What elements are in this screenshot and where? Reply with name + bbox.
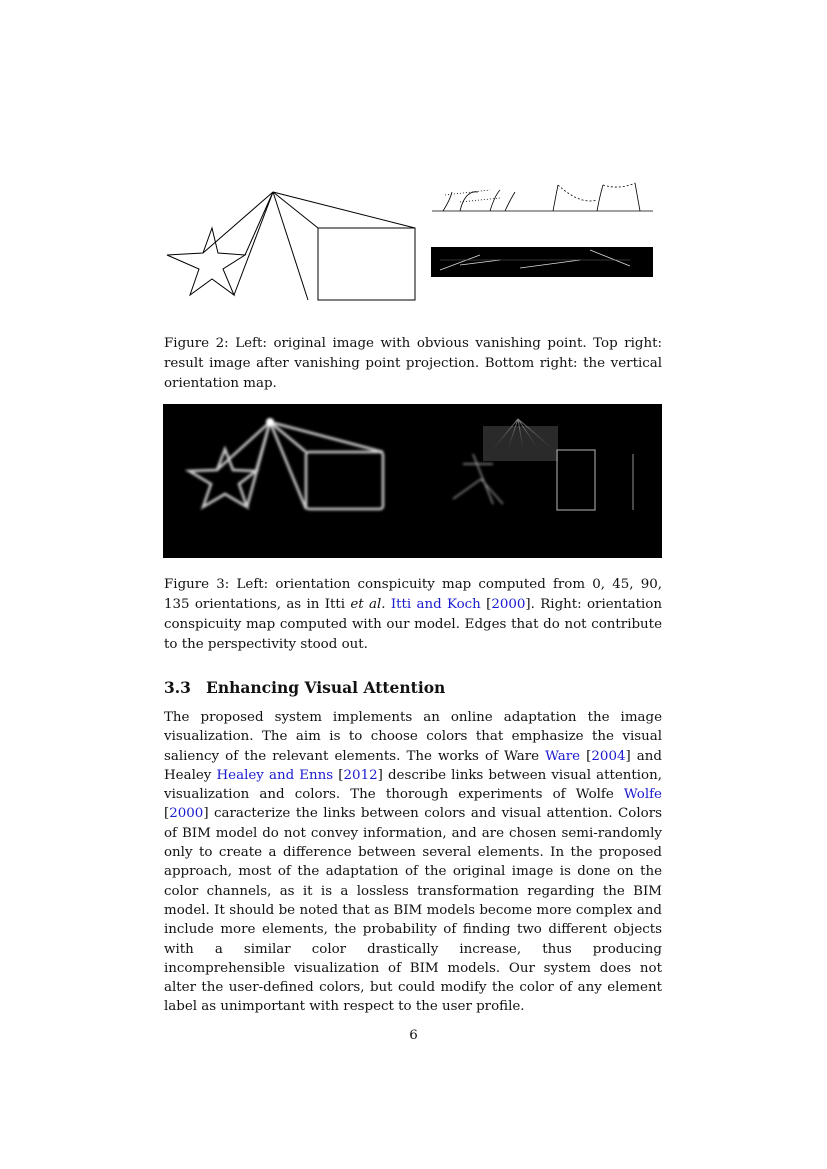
right-orientation-map — [453, 419, 633, 510]
citation-link[interactable]: Healey and Enns — [216, 767, 334, 783]
citation-link[interactable]: Itti and Koch — [390, 597, 481, 612]
citation-year-link[interactable]: 2000 — [169, 806, 204, 822]
section-number: 3.3 — [164, 678, 191, 697]
figure-3 — [163, 404, 662, 558]
citation-year-link[interactable]: 2012 — [343, 767, 378, 783]
rectangle-shape — [318, 228, 415, 300]
citation-year-link[interactable]: 2004 — [591, 748, 626, 764]
citation-year-link[interactable]: 2000 — [491, 597, 526, 612]
figure-2-caption: Figure 2: Left: original image with obvious vanishing point. Top right: result image after vanishing point projection. Bottom right: the vertical orientation map. — [164, 336, 662, 391]
original-image-drawing — [167, 192, 415, 300]
citation-link[interactable]: Wolfe — [623, 787, 662, 803]
left-orientation-map — [189, 418, 383, 509]
conspicuity-maps — [163, 404, 662, 558]
vertical-orientation-map — [431, 247, 653, 277]
citation-link[interactable]: Ware — [545, 748, 581, 764]
page-number: 6 — [409, 1028, 418, 1043]
projection-result — [432, 183, 653, 211]
star-shape — [167, 228, 245, 295]
section-heading — [164, 678, 445, 697]
figure-3-caption: Figure 3: Left: orientation conspicuity map computed from 0, 45, 90, 135 orientations, as in Itti et al. Itti and Koch [2000]. Right: orientation conspicuity map computed with our model. Edges that do not contribute to the perspectivity stood out. — [164, 577, 662, 652]
body-paragraph: The proposed system implements an online adaptation the image visualization. The aim is to choose colors that emphasize the visual saliency of the relevant elements. The works of Ware Ware [2004] and Healey Healey and Enns [2012] describe links between visual attention, visualization and colors. The thorough experiments of Wolfe Wolfe [2000] caracterize the links between colors and visual attention. Colors of BIM model do not convey information, and are chosen semi-randomly only to create a difference between several elements. In the proposed approach, most of the adaptation of the original image is done on the color channels, as it is a lossless transformation regarding the BIM model. It should be noted that as BIM models become more complex and include more elements, the probability of finding two different objects with a similar color drastically increase, thus producing incomprehensible visualization of BIM models. Our system does not alter the user-defined colors, but could modify the color of any element label as unimportant with respect to the user profile. — [164, 710, 662, 1015]
section-title: Enhancing Visual Attention — [206, 678, 446, 697]
figure-2 — [160, 180, 660, 310]
